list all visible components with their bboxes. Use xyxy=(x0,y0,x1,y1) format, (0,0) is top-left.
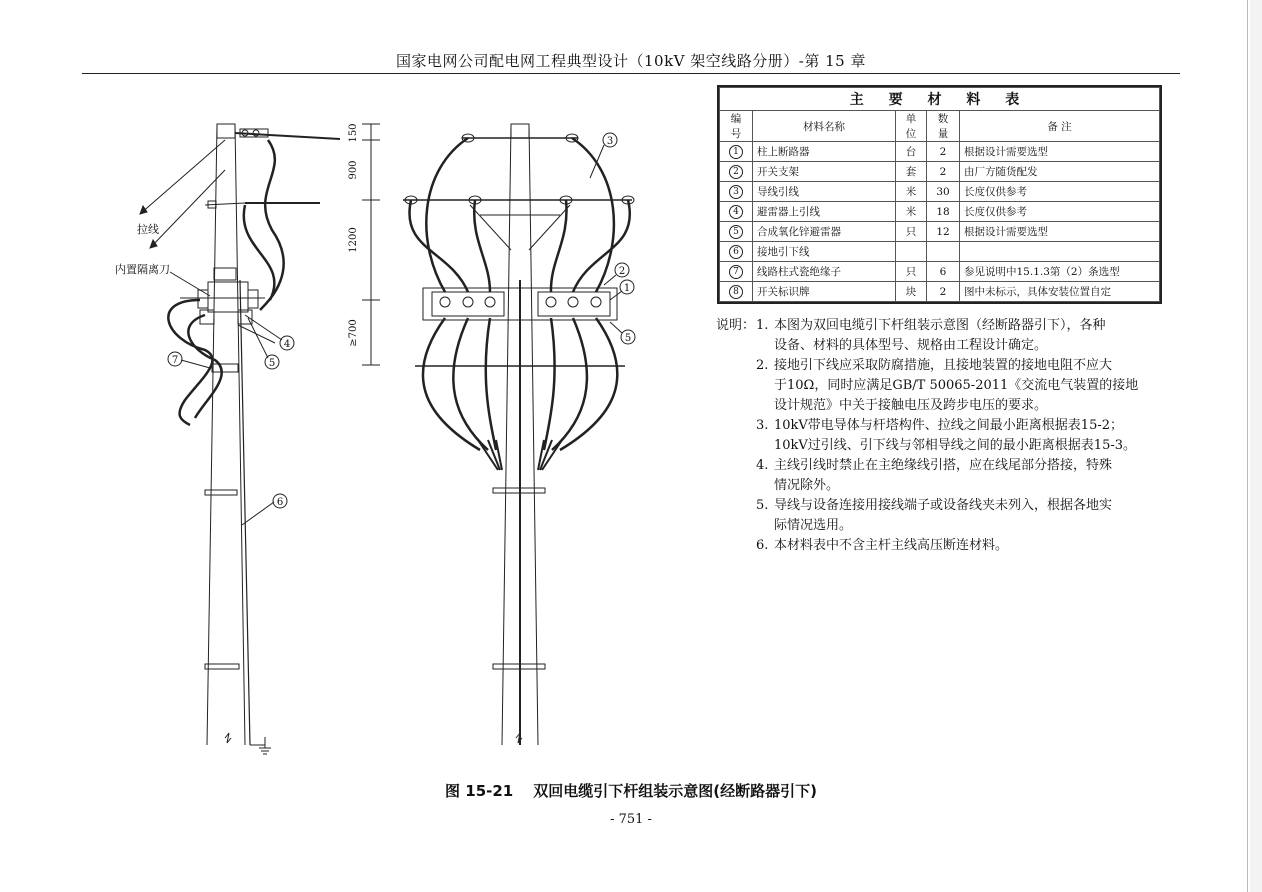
material-unit: 块 xyxy=(896,282,927,302)
material-name: 接地引下线 xyxy=(753,242,896,262)
material-qty: 30 xyxy=(927,182,960,202)
dim-1200: 1200 xyxy=(348,227,359,253)
right-front-view xyxy=(403,124,634,745)
leader-4b xyxy=(245,315,282,340)
material-name: 柱上断路器 xyxy=(753,142,896,162)
loop-lead-1 xyxy=(426,138,468,292)
material-name: 线路柱式瓷绝缘子 xyxy=(753,262,896,282)
material-name: 开关支架 xyxy=(753,162,896,182)
note-line: 设备、材料的具体型号、规格由工程设计确定。 xyxy=(774,338,1048,353)
note-number: 1. xyxy=(756,318,769,333)
material-qty: 2 xyxy=(927,142,960,162)
callout-right-2: 2 xyxy=(618,266,626,277)
bushing-l2 xyxy=(463,297,473,307)
pole-band-1 xyxy=(205,490,237,495)
table-row xyxy=(720,262,1160,282)
top-conductor xyxy=(235,133,340,139)
material-remark: 由厂方随货配发 xyxy=(960,162,1160,182)
table-row xyxy=(720,182,1160,202)
breaker-left xyxy=(432,292,504,316)
row-number: 1 xyxy=(729,145,743,159)
guy-arrow-1 xyxy=(140,206,147,214)
note-item xyxy=(716,456,1156,496)
material-name: 导线引线 xyxy=(753,182,896,202)
row-number: 4 xyxy=(729,205,743,219)
material-remark: 参见说明中15.1.3第（2）条选型 xyxy=(960,262,1160,282)
material-unit xyxy=(896,242,927,262)
callout-left-7: 7 xyxy=(171,355,179,366)
figure-number: 图 15-21 xyxy=(445,782,514,800)
row-number: 2 xyxy=(729,165,743,179)
col-header-remark: 备 注 xyxy=(960,111,1160,142)
loop-lead-6 xyxy=(551,200,567,292)
leader-5r xyxy=(610,322,622,333)
down-cable-5 xyxy=(552,318,587,450)
bushing-r3 xyxy=(591,297,601,307)
note-line: 际情况选用。 xyxy=(774,518,853,533)
callout-right-5: 5 xyxy=(624,333,632,344)
material-table xyxy=(717,85,1162,304)
material-qty: 2 xyxy=(927,282,960,302)
note-item xyxy=(716,536,1156,556)
table-row xyxy=(720,242,1160,262)
notes-block xyxy=(716,316,1156,556)
material-qty xyxy=(927,242,960,262)
note-line: 10kV带电导体与杆塔构件、拉线之间最小距离根据表15-2； xyxy=(774,418,1124,433)
note-line: 导线与设备连接用接线端子或设备线夹未列入，根据各地实 xyxy=(774,498,1113,513)
down-cable-2 xyxy=(453,318,488,450)
material-qty: 18 xyxy=(927,202,960,222)
pole2-cap xyxy=(511,124,529,138)
material-remark xyxy=(960,242,1160,262)
post-insulator-bracket xyxy=(212,364,238,372)
material-table-caption: 主 要 材 料 表 xyxy=(720,88,1160,111)
material-qty: 2 xyxy=(927,162,960,182)
callout-left-4: 4 xyxy=(283,339,291,350)
note-item xyxy=(716,356,1156,416)
down-cable-6 xyxy=(544,318,555,450)
guy-wire-1 xyxy=(140,140,225,214)
figure-title: 双回电缆引下杆组装示意图(经断路器引下) xyxy=(533,782,817,800)
material-qty: 12 xyxy=(927,222,960,242)
guy-wire-label: 拉线 xyxy=(137,223,159,236)
note-line: 本图为双回电缆引下杆组装示意图（经断路器引下），各种 xyxy=(774,318,1106,333)
material-qty: 6 xyxy=(927,262,960,282)
col-header-name: 材料名称 xyxy=(753,111,896,142)
notes-prefix: 说明： xyxy=(716,318,756,333)
leader-6 xyxy=(242,502,274,525)
material-remark: 根据设计需要选型 xyxy=(960,142,1160,162)
table-row xyxy=(720,142,1160,162)
leader-7 xyxy=(181,360,210,368)
switch-bushing-right xyxy=(248,290,258,308)
callout-left-5: 5 xyxy=(268,358,276,369)
pole2-break-mark xyxy=(516,733,522,743)
row-number: 6 xyxy=(729,245,743,259)
callout-right-3: 3 xyxy=(606,136,614,147)
bushing-l3 xyxy=(485,297,495,307)
pole2-right-edge xyxy=(529,124,538,745)
figure-caption xyxy=(0,780,1262,801)
table-row xyxy=(720,282,1160,302)
material-unit: 只 xyxy=(896,262,927,282)
down-cable-3 xyxy=(486,318,496,450)
bushing-r2 xyxy=(568,297,578,307)
dim-700: ≥700 xyxy=(348,319,359,347)
row-number: 5 xyxy=(729,225,743,239)
col-header-unit: 单 位 xyxy=(896,111,927,142)
loop-lead-4 xyxy=(572,138,614,292)
note-number: 2. xyxy=(756,358,769,373)
dim-150: 150 xyxy=(348,123,359,143)
note-line: 接地引下线应采取防腐措施，且接地装置的接地电阻不应大 xyxy=(774,358,1113,373)
pole-break-mark xyxy=(225,733,231,743)
pole-left-edge xyxy=(207,124,217,745)
dimension-chain xyxy=(362,124,380,365)
leader-switch xyxy=(170,272,210,296)
note-number: 5. xyxy=(756,498,769,513)
material-name: 避雷器上引线 xyxy=(753,202,896,222)
table-row xyxy=(720,202,1160,222)
page-number: - 751 - xyxy=(610,812,652,827)
breaker-right xyxy=(538,292,610,316)
note-number: 4. xyxy=(756,458,769,473)
page-header-title: 国家电网公司配电网工程典型设计（10kV 架空线路分册）-第 15 章 xyxy=(396,52,866,70)
breaker-top-bracket xyxy=(214,268,236,280)
col-header-no: 编 号 xyxy=(720,111,753,142)
callout-right-1: 1 xyxy=(623,283,631,294)
row-number: 8 xyxy=(729,285,743,299)
bushing-l1 xyxy=(440,297,450,307)
material-unit: 只 xyxy=(896,222,927,242)
note-line: 设计规范》中关于接触电压及跨步电压的要求。 xyxy=(774,398,1048,413)
col-header-qty: 数 量 xyxy=(927,111,960,142)
pole2-left-edge xyxy=(502,124,511,745)
note-line: 于10Ω，同时应满足GB/T 50065-2011《交流电气装置的接地 xyxy=(774,378,1139,393)
row-number: 7 xyxy=(729,265,743,279)
note-line: 主线引线时禁止在主绝缘线引搭，应在线尾部分搭接，特殊 xyxy=(774,458,1113,473)
table-row xyxy=(720,222,1160,242)
bushing-r1 xyxy=(546,297,556,307)
leader-1 xyxy=(610,291,622,300)
drop-cable-1 xyxy=(260,140,284,310)
termination-right xyxy=(538,440,562,470)
callout-left-6: 6 xyxy=(276,497,284,508)
left-side-view xyxy=(140,124,340,754)
row-number: 3 xyxy=(729,185,743,199)
pole-band-2 xyxy=(205,664,239,669)
termination-left xyxy=(478,440,502,470)
note-item xyxy=(716,316,1156,356)
material-remark: 长度仅供参考 xyxy=(960,182,1160,202)
material-name: 开关标识牌 xyxy=(753,282,896,302)
note-number: 3. xyxy=(756,418,769,433)
material-name: 合成氧化锌避雷器 xyxy=(753,222,896,242)
note-item xyxy=(716,496,1156,536)
material-unit: 台 xyxy=(896,142,927,162)
note-item xyxy=(716,416,1156,456)
right-callouts xyxy=(603,133,635,344)
loop-lead-3 xyxy=(474,200,490,292)
dim-900: 900 xyxy=(348,160,359,180)
material-remark: 根据设计需要选型 xyxy=(960,222,1160,242)
upper-crossarm xyxy=(205,203,245,205)
pole-cap xyxy=(217,124,235,138)
material-unit: 米 xyxy=(896,182,927,202)
material-remark: 图中未标示，具体安装位置自定 xyxy=(960,282,1160,302)
note-line: 本材料表中不含主杆主线高压断连材料。 xyxy=(774,538,1009,553)
guy-wire-2 xyxy=(150,170,225,248)
material-remark: 长度仅供参考 xyxy=(960,202,1160,222)
material-unit: 套 xyxy=(896,162,927,182)
note-line: 情况除外。 xyxy=(774,478,840,493)
switch-label: 内置隔离刀 xyxy=(115,263,170,276)
table-row xyxy=(720,162,1160,182)
leader-2 xyxy=(604,275,616,285)
material-unit: 米 xyxy=(896,202,927,222)
note-line: 10kV过引线、引下线与邻相导线之间的最小距离根据表15-3。 xyxy=(774,438,1137,453)
note-number: 6. xyxy=(756,538,769,553)
